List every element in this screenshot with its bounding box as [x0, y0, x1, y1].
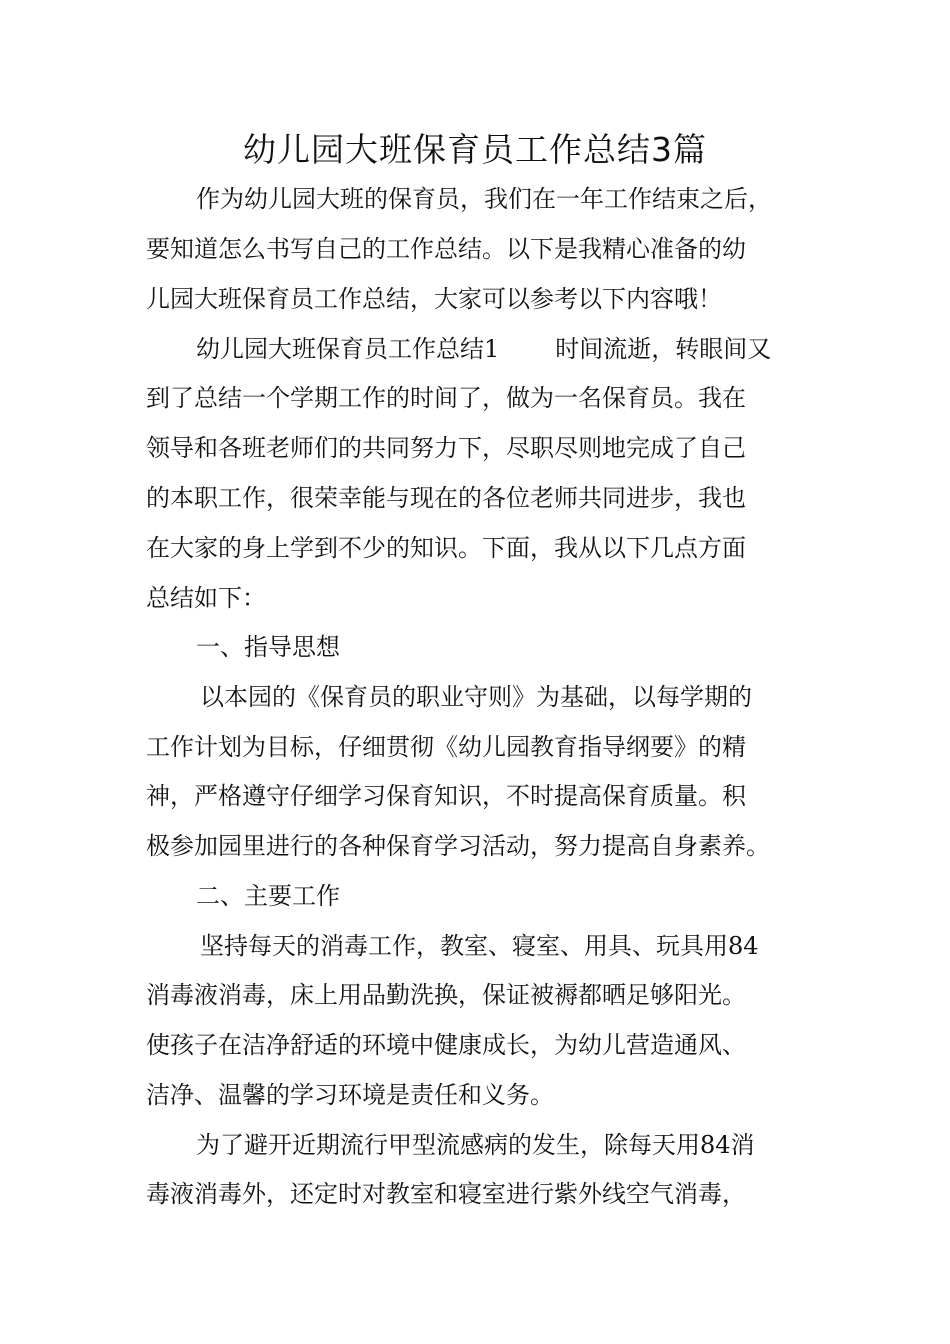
section-heading: 二、主要工作	[196, 882, 340, 910]
paragraph-line: 以本园的《保育员的职业守则》为基础，以每学期的	[200, 683, 752, 711]
section-heading-line	[196, 331, 876, 367]
document-title: 幼儿园大班保育员工作总结3篇	[243, 130, 707, 169]
paragraph-line: 极参加园里进行的各种保育学习活动，努力提高自身素养。	[146, 832, 770, 860]
paragraph-line: 神，严格遵守仔细学习保育知识，不时提高保育质量。积	[146, 782, 746, 810]
paragraph-text: 时间流逝，转眼间又	[555, 335, 772, 363]
paragraph-line: 为了避开近期流行甲型流感病的发生，除每天用84消	[196, 1131, 755, 1159]
paragraph-line: 工作计划为目标，仔细贯彻《幼儿园教育指导纲要》的精	[146, 733, 746, 761]
paragraph-line: 消毒液消毒，床上用品勤洗换，保证被褥都晒足够阳光。	[146, 981, 746, 1009]
paragraph-line: 领导和各班老师们的共同努力下，尽职尽则地完成了自己	[146, 434, 746, 462]
section-heading: 一、指导思想	[196, 633, 340, 661]
paragraph-line: 总结如下：	[146, 584, 266, 612]
paragraph-line: 洁净、温馨的学习环境是责任和义务。	[146, 1081, 554, 1109]
paragraph-line: 要知道怎么书写自己的工作总结。以下是我精心准备的幼	[146, 235, 746, 263]
paragraph-line: 的本职工作，很荣幸能与现在的各位老师共同进步，我也	[146, 484, 746, 512]
paragraph-line: 到了总结一个学期工作的时间了，做为一名保育员。我在	[146, 384, 746, 412]
section-heading: 幼儿园大班保育员工作总结1	[196, 335, 500, 363]
paragraph-line: 坚持每天的消毒工作，教室、寝室、用具、玩具用84	[200, 932, 759, 960]
paragraph-line: 使孩子在洁净舒适的环境中健康成长，为幼儿营造通风、	[146, 1031, 746, 1059]
paragraph-line: 在大家的身上学到不少的知识。下面，我从以下几点方面	[146, 534, 746, 562]
paragraph-line: 儿园大班保育员工作总结，大家可以参考以下内容哦！	[146, 285, 722, 313]
paragraph-line: 毒液消毒外，还定时对教室和寝室进行紫外线空气消毒，	[146, 1180, 746, 1208]
paragraph-line: 作为幼儿园大班的保育员，我们在一年工作结束之后，	[196, 185, 772, 213]
